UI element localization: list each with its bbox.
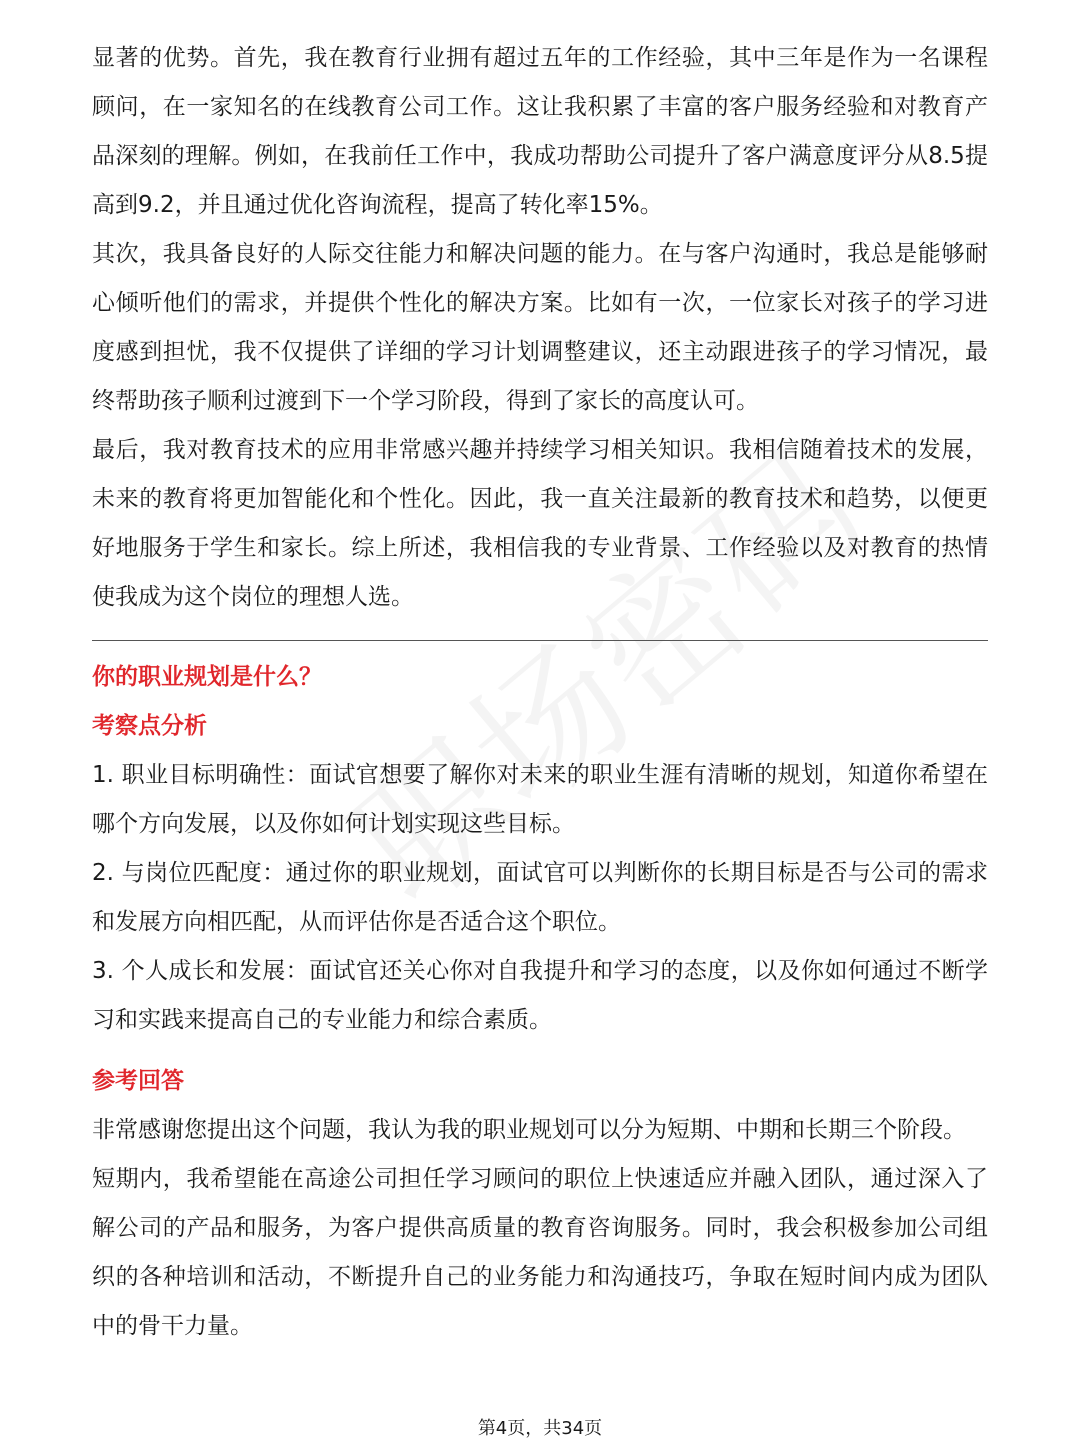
spacer — [92, 1045, 988, 1057]
answer-paragraph-2: 短期内，我希望能在高途公司担任学习顾问的职位上快速适应并融入团队，通过深入了解公司的产品和服务，为客户提供高质量的教育咨询服务。同时，我会积极参加公司组织的各种培训和活动，不断提升自己的业务能力和沟通技巧，争取在短时间内成为团队中的骨干力量。 — [92, 1166, 988, 1339]
page-number-footer: 第4页，共34页 — [477, 1418, 603, 1439]
analysis-point-2: 2. 与岗位匹配度：通过你的职业规划，面试官可以判断你的长期目标是否与公司的需求和发展方向相匹配，从而评估你是否适合这个职位。 — [92, 860, 988, 935]
analysis-heading: 考察点分析 — [92, 713, 207, 739]
intro-paragraph-1: 显著的优势。首先，我在教育行业拥有超过五年的工作经验，其中三年是作为一名课程顾问，在一家知名的在线教育公司工作。这让我积累了丰富的客户服务经验和对教育产品深刻的理解。例如，在我前任工作中，我成功帮助公司提升了客户满意度评分从8.5提高到9.2，并且通过优化咨询流程，提高了转化率15%。 — [92, 45, 988, 218]
question-title: 你的职业规划是什么？ — [92, 664, 322, 690]
document-page — [92, 34, 988, 1351]
intro-paragraph-3: 最后，我对教育技术的应用非常感兴趣并持续学习相关知识。我相信随着技术的发展，未来的教育将更加智能化和个性化。因此，我一直关注最新的教育技术和趋势，以便更好地服务于学生和家长。综上所述，我相信我的专业背景、工作经验以及对教育的热情使我成为这个岗位的理想人选。 — [92, 437, 988, 610]
answer-heading: 参考回答 — [92, 1068, 184, 1094]
answer-paragraph-1: 非常感谢您提出这个问题，我认为我的职业规划可以分为短期、中期和长期三个阶段。 — [92, 1117, 966, 1143]
analysis-point-3: 3. 个人成长和发展：面试官还关心你对自我提升和学习的态度，以及你如何通过不断学习和实践来提高自己的专业能力和综合素质。 — [92, 958, 988, 1033]
section-divider — [92, 640, 988, 641]
intro-paragraph-2: 其次，我具备良好的人际交往能力和解决问题的能力。在与客户沟通时，我总是能够耐心倾听他们的需求，并提供个性化的解决方案。比如有一次，一位家长对孩子的学习进度感到担忧，我不仅提供了详细的学习计划调整建议，还主动跟进孩子的学习情况，最终帮助孩子顺利过渡到下一个学习阶段，得到了家长的高度认可。 — [92, 241, 988, 414]
analysis-point-1: 1. 职业目标明确性：面试官想要了解你对未来的职业生涯有清晰的规划，知道你希望在哪个方向发展，以及你如何计划实现这些目标。 — [92, 762, 988, 837]
